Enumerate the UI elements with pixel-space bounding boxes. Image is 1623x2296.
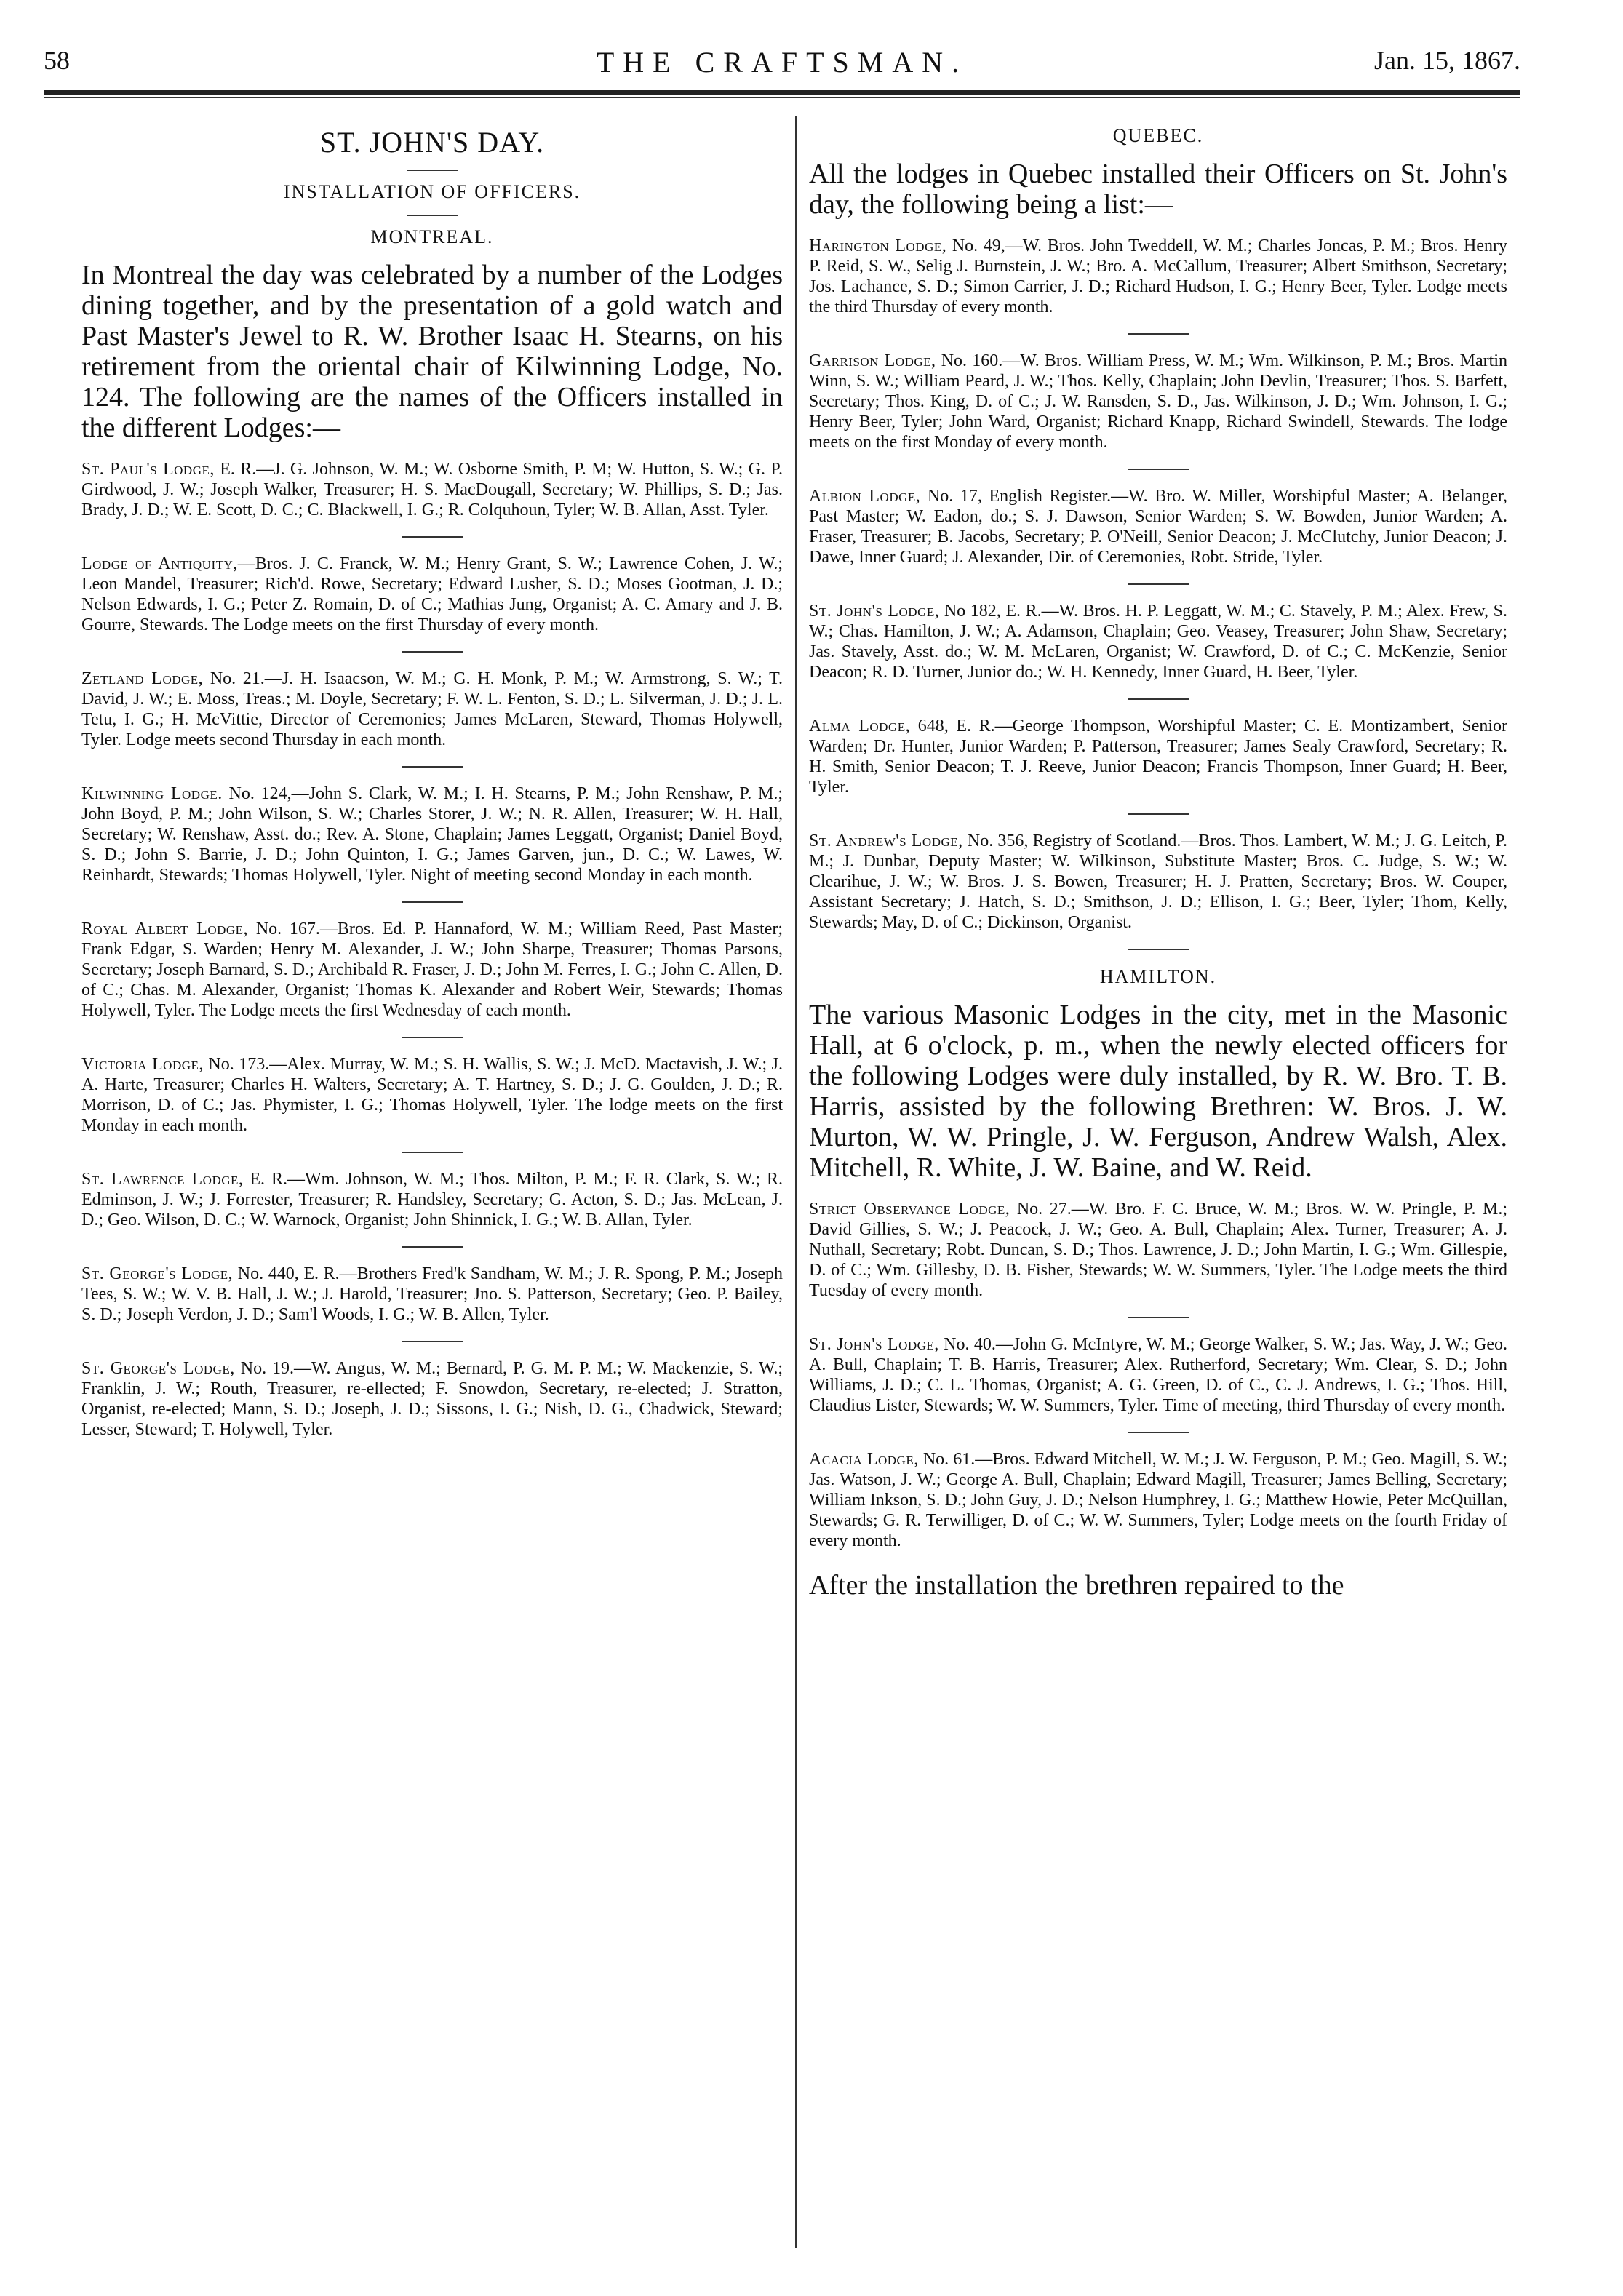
lodge-entry [81,1358,783,1440]
section-separator [1128,949,1189,950]
lodge-entry [809,601,1507,682]
entry-separator [1128,1432,1189,1433]
entry-separator [1128,813,1189,815]
lodge-details: No. 173.—Alex. Murray, W. M.; S. H. Wallis, S. W.; J. McD. Mactavish, J. W.; J. A. Harte, Treasurer; Charles H. Walters, Secretary; A. T. Hartney, S. D.; J. G. Goulden, J. D.; R. Morrison, D. of C.; Jas. Phymister, I. G.; Thomas Holywell, Tyler. The lodge meets on the first Monday in each month. [81,1055,783,1135]
lodge-name: Albion Lodge, [809,487,921,506]
entry-separator [402,1152,463,1153]
entry-separator [1128,333,1189,335]
lodge-entry [809,1449,1507,1551]
lodge-entry [81,669,783,750]
lodge-details: No. 19.—W. Angus, W. M.; Bernard, P. G. M. P. M.; W. Mackenzie, S. W.; Franklin, J. W.; Routh, Treasurer, re-ellected; F. Snowdon, Secretary, re-elected; J. Stratton, Organist, re-elected; Mann, S. D.; Joseph, J. D.; Sissons, I. G.; Nish, D. G., Chadwick, Steward; Lesser, Steward; T. Holywell, Tyler. [81,1359,783,1439]
lodge-name: Kilwinning Lodge. [81,784,223,803]
lodge-name: Alma Lodge, [809,717,911,736]
column-divider [795,116,797,2248]
article-title: ST. JOHN'S DAY. [319,126,545,159]
lodge-entry [809,351,1507,453]
entry-separator [1128,698,1189,700]
lodge-entry [809,486,1507,567]
lodge-details: No. 27.—W. Bro. F. C. Bruce, W. M.; Bros. W. W. Pringle, P. M.; David Gillies, S. W.; J. Peacock, J. W.; Geo. A. Bull, Chaplain; Alex. Turner, Treasurer; A. J. Nuthall, Secretary; Robt. Duncan, S. D.; Thos. Lawrence, J. D.; John Martin, I. G.; Wm. Gillespie, D. of C.; Wm. Gillesby, D. B. Fisher, Stewards; W. W. Summers, Tyler. The Lodge meets the third Tuesday of every month. [809,1200,1507,1300]
section-heading-quebec: QUEBEC. [1112,125,1204,146]
lodge-entry [809,1199,1507,1301]
montreal-intro: In Montreal the day was celebrated by a number of the Lodges dining together, and by the presentation of a gold watch and Past Master's Jewel to R. W. Brother Isaac H. Stearns, on his retirement from the oriental chair of Kilwinning Lodge, No. 124. The following are the names of the Officers installed in the different Lodges:— [81,260,783,443]
lodge-details: No. 167.—Bros. Ed. P. Hannaford, W. M.; William Reed, Past Master; Frank Edgar, S. Warden; Henry M. Alexander, J. W.; John Sharpe, Treasurer; Thomas Parsons, Secretary; Joseph Barnard, S. D.; Archibald R. Fraser, J. D.; John M. Ferres, I. G.; John C. Allen, D. of C.; Chas. M. Alexander, Organist; Thomas K. Alexander and Robert Weir, Stewards; Thomas Holywell, Tyler. The Lodge meets the first Wednesday of each month. [81,920,783,1020]
lodge-entry [809,831,1507,933]
lodge-name: Harington Lodge, [809,236,947,255]
right-column [809,125,1507,1617]
lodge-details: No. 21.—J. H. Isaacson, W. M.; G. H. Monk, P. M.; W. Armstrong, S. W.; T. David, J. W.; E. Moss, Treas.; M. Doyle, Secretary; F. W. L. Fenton, S. D.; L. Silverman, J. D.; J. L. Tetu, I. G.; H. McVittie, Director of Ceremonies; James McLaren, Steward, Thomas Holywell, Tyler. Lodge meets second Thursday in each month. [81,669,783,749]
lodge-details: No. 49,—W. Bros. John Tweddell, W. M.; Charles Joncas, P. M.; Bros. Henry P. Reid, S. W., Selig J. Burnstein, J. W.; Bro. A. McCallum, Treasurer; Albert Smithson, Secretary; Jos. Lachance, S. D.; Simon Carrier, J. D.; Richard Hudson, I. G.; Henry Beer, Tyler. Lodge meets the third Thursday of every month. [809,236,1507,316]
lodge-entry [81,1264,783,1325]
lodge-details: No. 61.—Bros. Edward Mitchell, W. M.; J. W. Ferguson, P. M.; Geo. Magill, S. W.; Jas. Watson, J. W.; George A. Bull, Chaplain; Edward Magill, Treasurer; James Belling, Secretary; William Inkson, S. D.; John Guy, J. D.; Nelson Humphrey, I. G.; Matthew Howie, Peter McQuillan, Stewards; G. R. Terwilliger, D. of C.; W. W. Summers, Tyler; Lodge meets on the fourth Friday of every month. [809,1450,1507,1550]
lodge-details: 648, E. R.—George Thompson, Worshipful Master; C. E. Montizambert, Senior Warden; Dr. Hunter, Junior Warden; P. Patterson, Treasurer; James Sealy Crawford, Secretary; R. H. Smith, Senior Deacon; T. J. Reeve, Junior Deacon; Francis Thompson, Inner Guard; H. Beer, Tyler. [809,717,1508,797]
entry-separator [402,1246,463,1248]
lodge-name: Lodge of Antiquity, [81,554,238,573]
masthead-title: THE CRAFTSMAN. [596,46,968,79]
entry-separator [402,536,463,538]
article-subtitle: INSTALLATION OF OFFICERS. [283,181,581,202]
lodge-details: —Bros. J. C. Franck, W. M.; Henry Grant, S. W.; Lawrence Cohen, J. W.; Leon Mandel, Treasurer; Rich'd. Rowe, Secretary; Edward Lusher, S. D.; Moses Gootman, J. D.; Nelson Edwards, I. G.; Peter Z. Romain, D. of C.; Mathias Jung, Organist; A. C. Amary and J. B. Gourre, Stewards. The Lodge meets on the first Thursday of every month. [81,554,783,634]
entry-separator [402,901,463,903]
lodge-details: No. 356, Registry of Scotland.—Bros. Thos. Lambert, W. M.; J. G. Leitch, P. M.; J. Dunbar, Deputy Master; W. Wilkinson, Substitute Master; Bros. C. Judge, S. W.; W. Clearihue, J. W.; W. Bros. J. S. Bowen, Treasurer; H. J. Pratten, Secretary; Bros. W. Couper, Assistant Secretary; J. Hatch, S. D.; Smithson, J. D.; Ellison, I. G.; Beer, Tyler; Thom, Kelly, Stewards; May, D. of C.; Dickinson, Organist. [809,832,1507,932]
lodge-entry [809,236,1507,317]
lodge-details: No. 17, English Register.—W. Bro. W. Miller, Worshipful Master; A. Belanger, Past Master; W. Eadon, do.; S. J. Dawson, Senior Warden; S. W. Bowden, Junior Warden; A. Fraser, Treasurer; B. Jacobs, Secretary; P. O'Neill, Senior Deacon; J. McClutchy, Junior Deacon; J. Dawe, Inner Guard; J. Alexander, Dir. of Ceremonies, Robt. Stride, Tyler. [809,487,1507,567]
lodge-details: No. 124,—John S. Clark, W. M.; I. H. Stearns, P. M.; John Renshaw, P. M.; John Boyd, P. M.; John Wilson, S. W.; Charles Storer, J. W.; N. R. Allen, Treasurer; W. H. Hall, Secretary; W. Renshaw, Asst. do.; Rev. A. Stone, Chaplain; James Leggatt, Organist; Daniel Boyd, S. D.; John S. Barrie, J. D.; John Quinton, I. G.; James Garven, jun., D. C.; W. Lawes, W. Reinhardt, Stewards; Thomas Holywell, Tyler. Night of meeting second Monday in each month. [81,784,783,885]
closing-line: After the installation the brethren repaired to the [809,1570,1344,1601]
entry-separator [1128,1317,1189,1318]
lodge-entry [809,716,1507,797]
lodge-name: St. George's Lodge, [81,1359,235,1378]
lodge-entry [81,459,783,520]
lodge-details: No 182, E. R.—W. Bros. H. P. Leggatt, W. M.; C. Stavely, P. M.; Alex. Frew, S. W.; Chas. Hamilton, J. W.; A. Adamson, Chaplain; Geo. Veasey, Treasurer; John Shaw, Secretary; Jas. Stavely, Asst. do.; W. M. McLaren, Organist; W. Crawford, D. of C.; C. McKenzie, Senior Deacon; R. D. Turner, Junior do.; W. H. Kennedy, Inner Guard, H. Beer, Tyler. [809,602,1507,682]
page-number: 58 [44,46,70,75]
lodge-entry [81,1169,783,1230]
quebec-intro: All the lodges in Quebec installed their Officers on St. John's day, the following being a list:— [809,159,1507,220]
lodge-details: E. R.—J. G. Johnson, W. M.; W. Osborne Smith, P. M; W. Hutton, S. W.; G. P. Girdwood, J. W.; Joseph Walker, Treasurer; H. S. MacDougall, Secretary; W. Phillips, S. D.; Jas. Brady, J. D.; W. E. Scott, D. C.; C. Blackwell, I. G.; R. Colquhoun, Tyler; W. B. Allan, Asst. Tyler. [81,460,783,519]
entry-separator [402,651,463,653]
hamilton-intro: The various Masonic Lodges in the city, met in the Masonic Hall, at 6 o'clock, p. m., when the newly elected officers for the following Lodges were duly installed, by R. W. Bro. T. B. Harris, assisted by the following Brethren: W. Bros. J. W. Murton, W. W. Pringle, J. W. Ferguson, Andrew Walsh, Alex. Mitchell, R. White, J. W. Baine, and W. Reid. [809,1000,1507,1183]
lodge-details: No. 160.—W. Bros. William Press, W. M.; Wm. Wilkinson, P. M.; Bros. Martin Winn, S. W.; William Peard, J. W.; Thos. Kelly, Chaplain; John Devlin, Treasurer; Thos. S. Barfett, Secretary; Thos. King, D. of C.; J. W. Ransden, S. D., Jas. Wilkinson, J. D.; Wm. Johnson, I. G.; Henry Beer, Tyler; John Ward, Organist; Richard Knapp, Richard Swindell, Stewards. The lodge meets on the first Monday of every month. [809,351,1507,452]
lodge-name: Acacia Lodge, [809,1450,919,1469]
lodge-details: E. R.—Wm. Johnson, W. M.; Thos. Milton, P. M.; F. R. Clark, S. W.; R. Edminson, J. W.; J. Forrester, Treasurer; R. Handsley, Secretary; G. Acton, S. D.; Jas. McLean, J. D.; Geo. Wilson, D. C.; W. Warnock, Organist; John Shinnick, I. G.; W. B. Allan, Tyler. [81,1170,783,1229]
lodge-name: St. John's Lodge, [809,1335,939,1354]
lodge-name: St. Paul's Lodge, [81,460,215,479]
entry-separator [402,1037,463,1038]
lodge-name: Royal Albert Lodge, [81,920,249,938]
title-rule [407,170,458,171]
lodge-entry [81,1054,783,1136]
entry-separator [402,766,463,768]
entry-separator [402,1341,463,1342]
lodge-name: Zetland Lodge, [81,669,204,688]
masthead-rule-thick [44,90,1520,95]
left-column [81,125,783,1440]
lodge-entry [81,784,783,885]
lodge-entry [81,919,783,1021]
lodge-name: St. John's Lodge, [809,602,940,621]
masthead-rule-thin [44,97,1520,98]
section-heading-hamilton: HAMILTON. [1099,966,1217,987]
entry-separator [1128,469,1189,470]
subtitle-rule [407,215,458,216]
lodge-details: No. 40.—John G. McIntyre, W. M.; George Walker, S. W.; Jas. Way, J. W.; Geo. A. Bull, Chaplain; T. B. Harris, Treasurer; Alex. Rutherford, Secretary; Wm. Clear, S. D.; John Williams, J. D.; C. L. Thomas, Organist; A. G. Green, D. of C., C. J. Andrews, I. G.; Thos. Hill, Claudius Lister, Stewards; W. W. Summers, Tyler. Time of meeting, third Thursday of every month. [809,1335,1507,1415]
entry-separator [1128,583,1189,585]
section-heading-montreal: MONTREAL. [370,226,494,247]
lodge-name: Victoria Lodge, [81,1055,204,1074]
issue-date: Jan. 15, 1867. [1374,46,1520,75]
lodge-entry [809,1334,1507,1416]
lodge-name: St. Lawrence Lodge, [81,1170,244,1189]
lodge-name: St. Andrew's Lodge, [809,832,963,850]
lodge-entry [81,554,783,635]
lodge-details: No. 440, E. R.—Brothers Fred'k Sandham, W. M.; J. R. Spong, P. M.; Joseph Tees, S. W.; W. V. B. Hall, J. W.; J. Harold, Treasurer; Jno. S. Patterson, Secretary; Geo. P. Bailey, S. D.; Joseph Verdon, J. D.; Sam'l Woods, I. G.; W. B. Allen, Tyler. [81,1264,783,1324]
lodge-name: Strict Observance Lodge, [809,1200,1010,1219]
masthead [44,45,1520,86]
lodge-name: St. George's Lodge, [81,1264,234,1283]
lodge-name: Garrison Lodge, [809,351,936,370]
